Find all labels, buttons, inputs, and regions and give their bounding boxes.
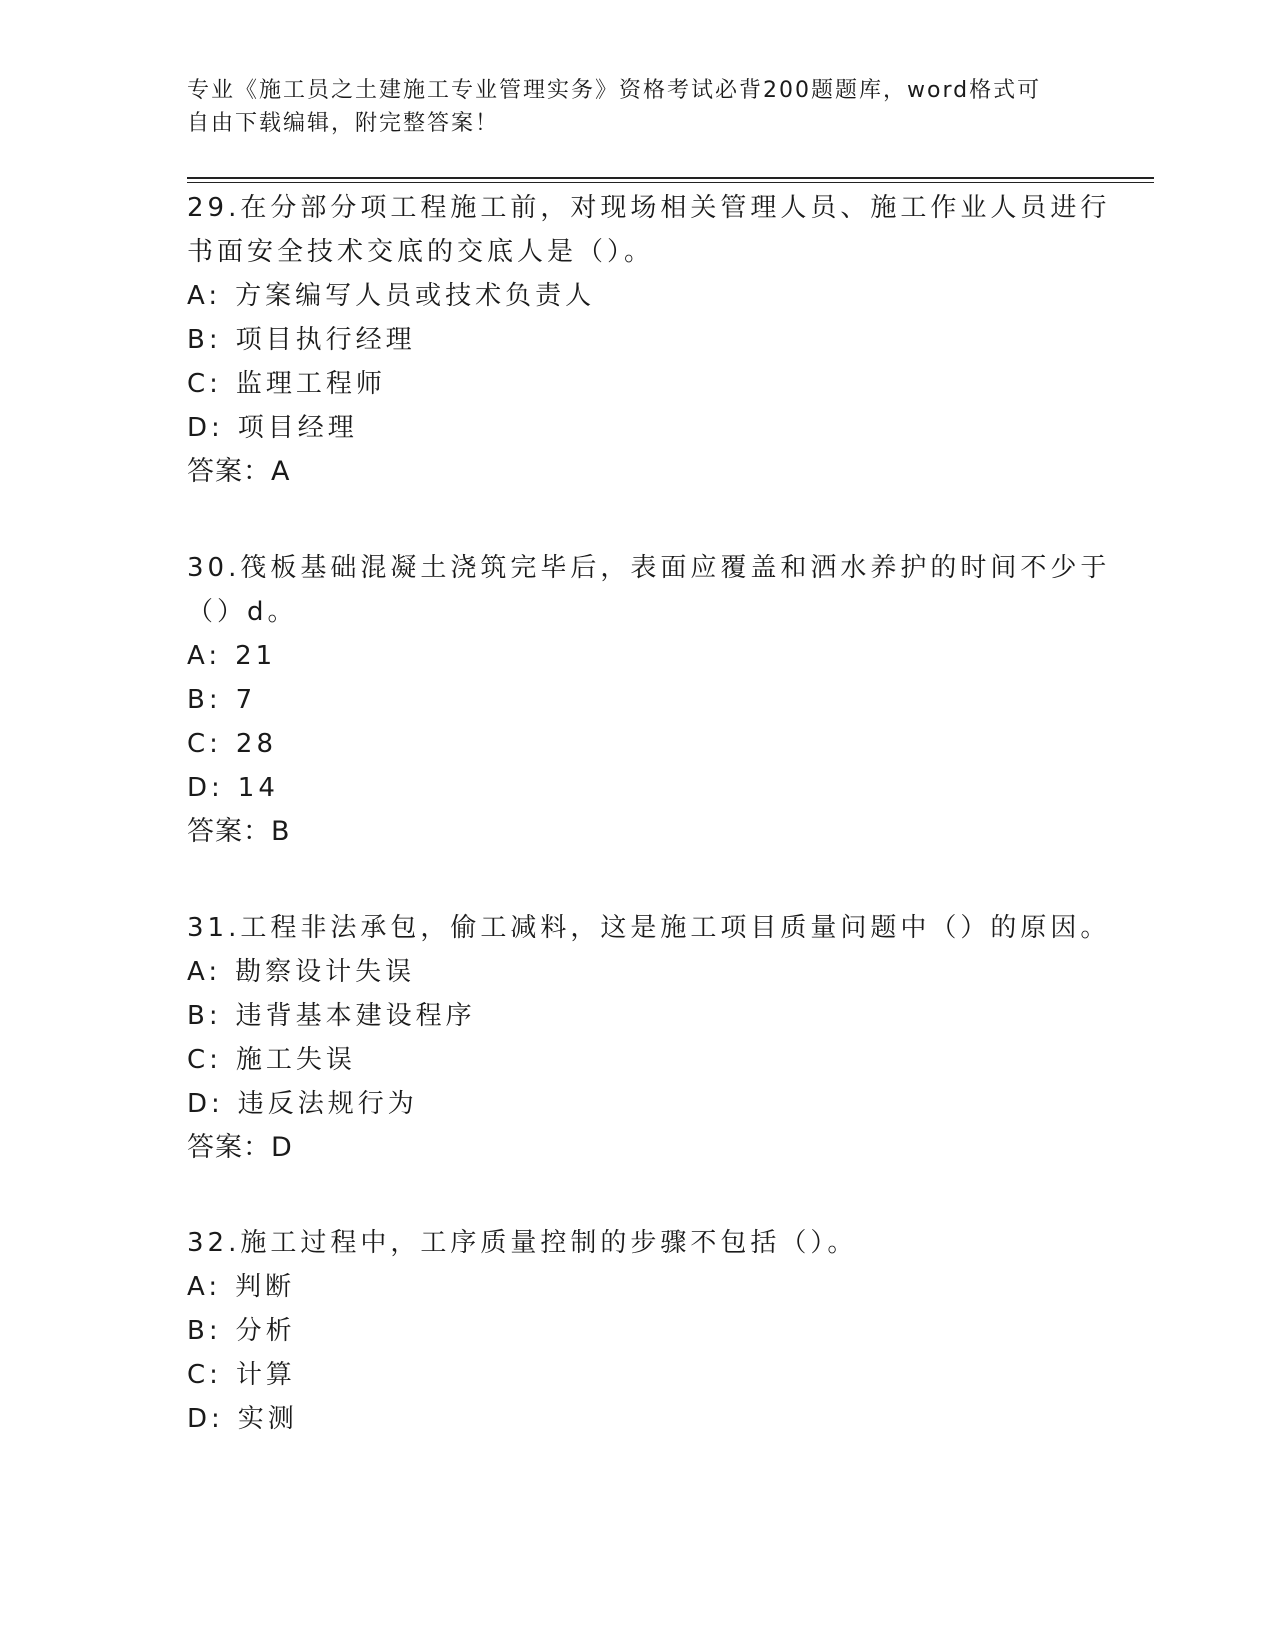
header-line-1: 专业《施工员之土建施工专业管理实务》资格考试必背200题题库，word格式可	[187, 78, 1042, 103]
option-text: 实测	[237, 1404, 298, 1434]
option-text: 施工失误	[235, 1045, 356, 1075]
question-29-answer: 答案：A	[187, 456, 291, 487]
question-31-stem-line-1: 31.工程非法承包，偷工减料，这是施工项目质量问题中（）的原因。	[187, 913, 1111, 943]
option-letter: B:	[187, 1001, 222, 1031]
option-text: 违反法规行为	[237, 1089, 418, 1119]
header-divider-thick	[187, 177, 1154, 179]
question-30-answer: 答案：B	[187, 816, 291, 847]
question-29-option-d	[187, 411, 358, 445]
question-30-option-c	[187, 727, 277, 761]
option-letter: A:	[187, 957, 222, 987]
question-31-option-c	[187, 1043, 356, 1077]
option-text: 28	[235, 729, 278, 759]
option-letter: B:	[187, 325, 222, 355]
option-letter: D:	[187, 413, 224, 443]
option-text: 21	[235, 641, 277, 671]
question-29-stem-line-2: 书面安全技术交底的交底人是（）。	[187, 237, 655, 267]
option-text: 7	[235, 685, 257, 715]
question-31-answer: 答案：D	[187, 1132, 293, 1163]
option-letter: C:	[187, 1360, 222, 1390]
option-text: 违背基本建设程序	[235, 1001, 476, 1031]
question-32-option-a	[187, 1270, 295, 1304]
header-line-2: 自由下载编辑，附完整答案！	[187, 111, 500, 136]
option-letter: D:	[187, 1089, 224, 1119]
option-letter: A:	[187, 1272, 222, 1302]
option-letter: C:	[187, 1045, 222, 1075]
header-divider-thin	[187, 182, 1154, 183]
question-29-stem-line-1: 29.在分部分项工程施工前，对现场相关管理人员、施工作业人员进行	[187, 193, 1111, 223]
option-letter: C:	[187, 729, 222, 759]
option-text: 方案编写人员或技术负责人	[235, 281, 596, 311]
question-29-option-a	[187, 279, 595, 313]
question-30-option-a	[187, 639, 276, 673]
question-30-stem-line-2: （）d。	[187, 597, 298, 627]
question-32-option-d	[187, 1402, 298, 1436]
question-32-option-c	[187, 1358, 296, 1392]
question-32-option-b	[187, 1314, 296, 1348]
question-30-stem-line-1: 30.筏板基础混凝土浇筑完毕后，表面应覆盖和洒水养护的时间不少于	[187, 553, 1111, 583]
option-text: 监理工程师	[235, 369, 386, 399]
question-30-option-d	[187, 771, 279, 805]
option-letter: D:	[187, 773, 224, 803]
option-letter: B:	[187, 1316, 222, 1346]
option-text: 计算	[235, 1360, 296, 1390]
question-31-option-a	[187, 955, 415, 989]
question-29-option-c	[187, 367, 386, 401]
question-30-option-b	[187, 683, 256, 717]
question-32-stem-line-1: 32.施工过程中，工序质量控制的步骤不包括（）。	[187, 1228, 858, 1258]
option-text: 判断	[235, 1272, 296, 1302]
option-text: 项目经理	[237, 413, 358, 443]
option-text: 14	[237, 773, 279, 803]
option-text: 分析	[235, 1316, 296, 1346]
option-text: 项目执行经理	[235, 325, 416, 355]
option-letter: D:	[187, 1404, 224, 1434]
option-letter: C:	[187, 369, 222, 399]
option-letter: A:	[187, 281, 222, 311]
option-letter: A:	[187, 641, 222, 671]
option-text: 勘察设计失误	[235, 957, 416, 987]
question-31-option-b	[187, 999, 476, 1033]
option-letter: B:	[187, 685, 222, 715]
question-29-option-b	[187, 323, 416, 357]
question-31-option-d	[187, 1087, 418, 1121]
document-header	[187, 74, 1087, 140]
